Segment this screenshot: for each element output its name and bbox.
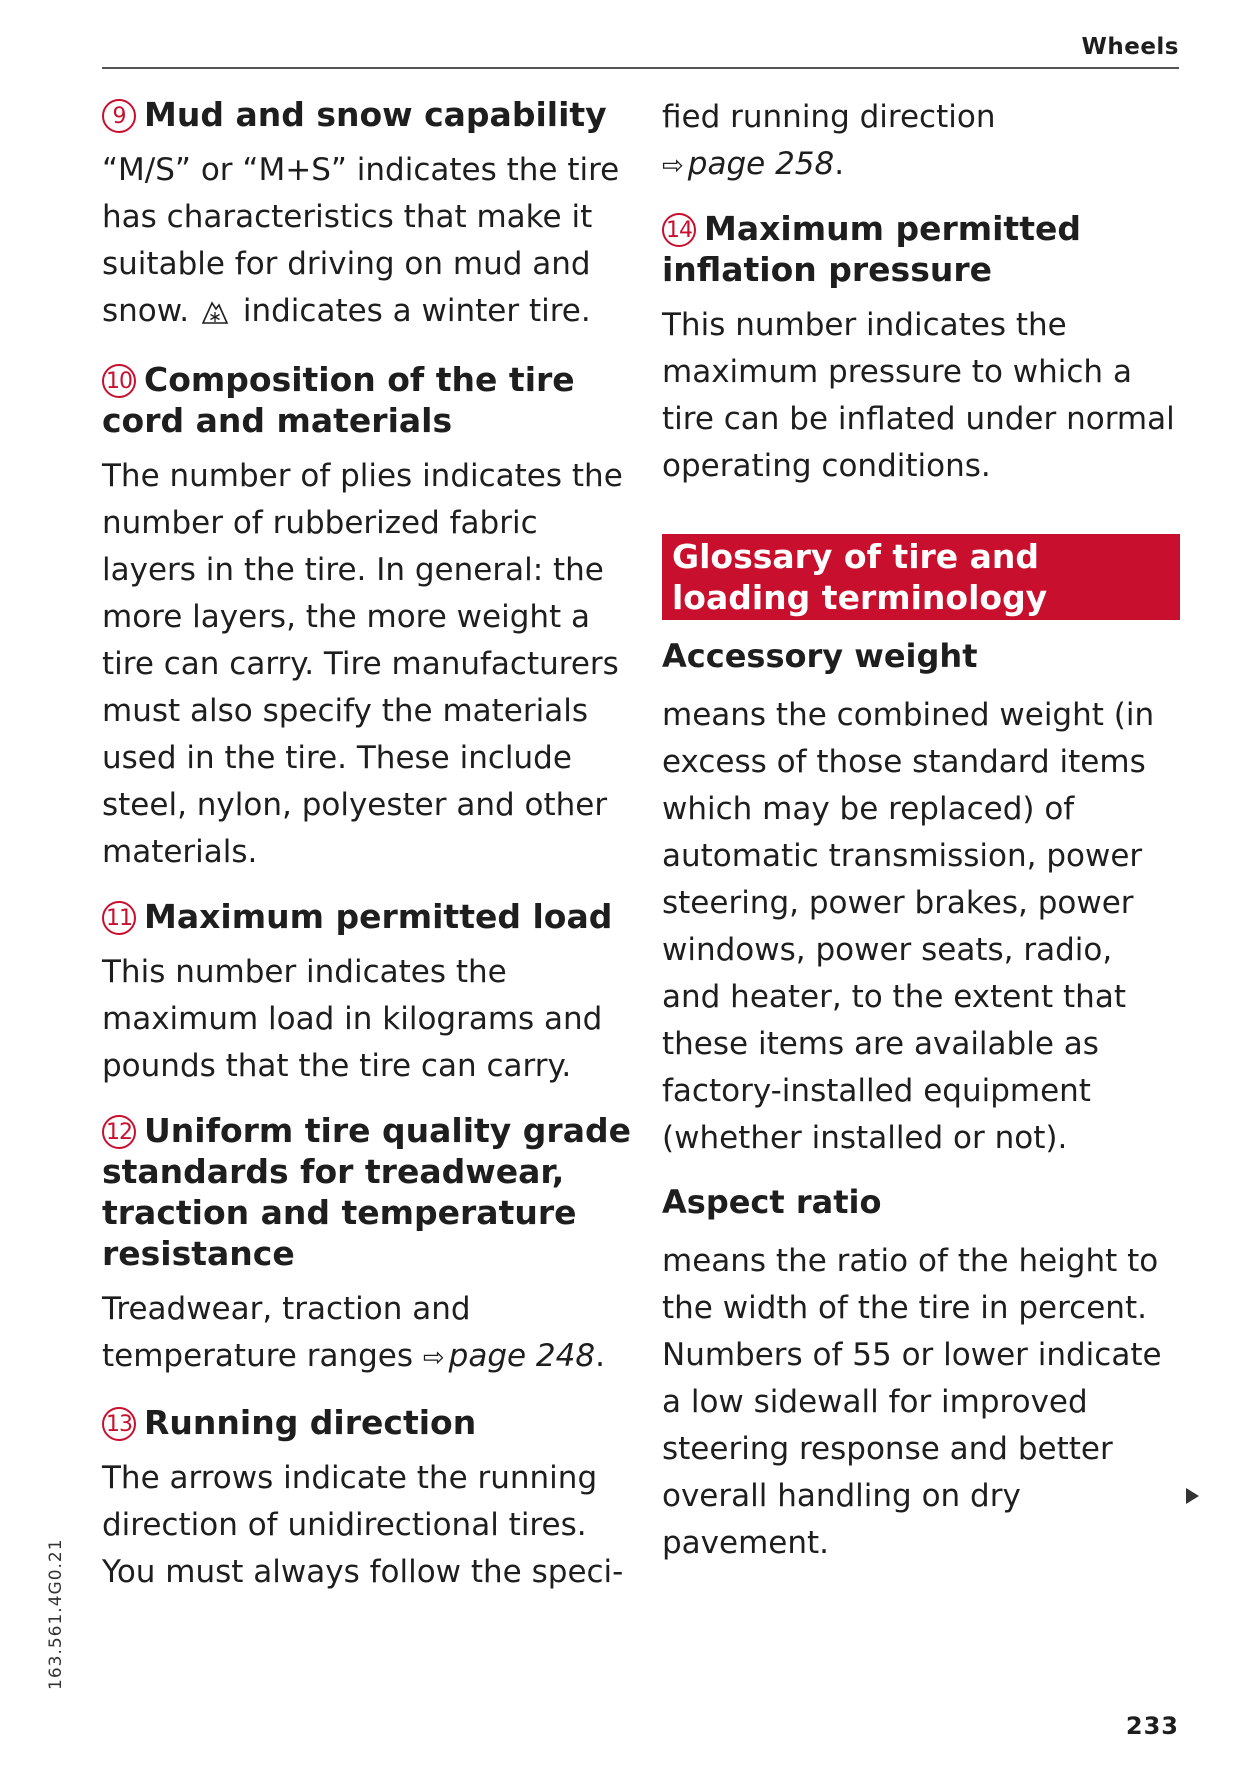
item-number-badge: 11 [102, 901, 136, 935]
section-body-running-direction-cont [662, 94, 1180, 190]
item-number-badge: 14 [662, 213, 696, 247]
section-body-mud-snow [102, 147, 632, 339]
page-reference-link[interactable]: page 258 [687, 146, 835, 182]
body-text: “M/S” or “M+S” indicates the tire has characteristics that make it suitable for driving on mud and snow. [102, 152, 620, 329]
body-text: Treadwear, traction and temperature ranges [102, 1291, 471, 1374]
section-body-max-inflation: This number indicates the maximum pressure to which a tire can be inflated under normal operating conditions. [662, 307, 1175, 484]
section-heading-max-inflation [662, 208, 1180, 290]
section-heading-max-load [102, 896, 632, 937]
section-body-tire-cord: The number of plies indicates the number of rubberized fabric layers in the tire. In general: the more layers, the more weight a tire can carry. Tire manufacturers must also specify the materials used in the tire. These include steel, nylon, polyester and other materials. [102, 458, 623, 870]
section-heading-text: Composition of the tire cord and materials [102, 360, 575, 440]
triangle-right-icon [1186, 1488, 1199, 1504]
section-heading-text: Maximum permitted load [144, 897, 613, 936]
page-reference-link[interactable]: page 248 [448, 1338, 596, 1374]
snowflake-mountain-icon [201, 292, 229, 339]
section-heading-text: Running direction [144, 1403, 477, 1442]
item-number-badge: 13 [102, 1407, 136, 1441]
item-number-badge: 9 [102, 99, 136, 133]
section-heading-text: Uniform tire quality grade standards for treadwear, traction and temperature resistance [102, 1111, 631, 1273]
section-heading-text: Maximum permitted inflation pressure [662, 209, 1081, 289]
item-number-badge: 10 [102, 364, 136, 398]
xref-arrow-icon: ⇨ [422, 1343, 445, 1373]
document-code: 163.561.4G0.21 [46, 1538, 66, 1690]
running-header-title: Wheels [1081, 34, 1179, 60]
body-text: indicates a winter tire. [242, 293, 591, 329]
header-rule [102, 67, 1179, 69]
section-heading-utqg [102, 1110, 632, 1274]
left-column [102, 94, 632, 1616]
section-heading-mud-snow [102, 94, 632, 135]
section-heading-running-direction [102, 1402, 632, 1443]
punctuation: . [595, 1338, 605, 1374]
punctuation: . [834, 146, 845, 182]
glossary-term-accessory-weight: Accessory weight [662, 637, 978, 675]
section-body-utqg [102, 1286, 632, 1382]
glossary-definition-aspect-ratio: means the ratio of the height to the width of the tire in percent. Numbers of 55 or lower indicate a low sidewall for improved steering response and better overall handling on dry pavement. [662, 1243, 1162, 1561]
body-text: fied running direction [662, 99, 996, 135]
section-heading-text: Mud and snow capability [144, 95, 607, 134]
section-body-running-direction: The arrows indicate the running direction of unidirectional tires. You must always follow the speci- [102, 1460, 624, 1590]
glossary-definition-accessory-weight: means the combined weight (in excess of those standard items which may be replaced) of automatic transmission, power steering, power brakes, power windows, power seats, radio, and heater, to the extent that these items are available as factory-installed equipment (whether installed or not). [662, 697, 1155, 1156]
item-number-badge: 12 [102, 1115, 136, 1149]
right-column [662, 94, 1180, 1587]
page-number: 233 [1125, 1712, 1179, 1740]
xref-arrow-icon: ⇨ [662, 151, 684, 181]
section-heading-tire-cord [102, 359, 632, 441]
section-body-max-load: This number indicates the maximum load in kilograms and pounds that the tire can carry. [102, 954, 603, 1084]
glossary-banner: Glossary of tire and loading terminology [662, 534, 1180, 620]
glossary-term-aspect-ratio: Aspect ratio [662, 1183, 882, 1221]
